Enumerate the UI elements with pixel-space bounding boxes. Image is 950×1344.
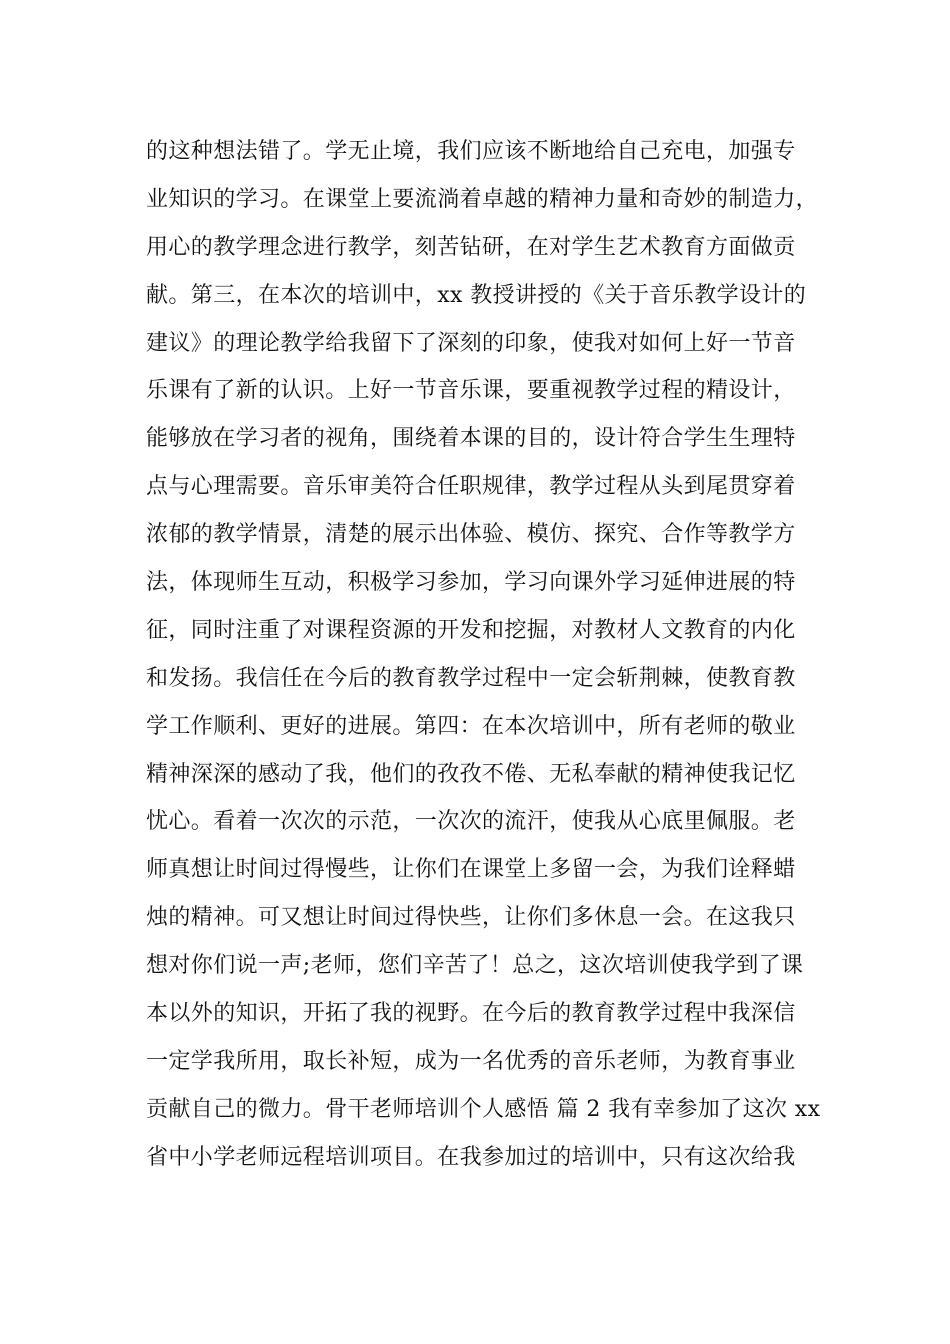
- text-line: 法，体现师生互动，积极学习参加，学习向课外学习延伸进展的特: [146, 570, 796, 596]
- text-line: 省中小学老师远程培训项目。在我参加过的培训中，只有这次给我: [146, 1144, 796, 1170]
- text-line: 本以外的知识，开拓了我的视野。在今后的教育教学过程中我深信: [146, 1001, 796, 1027]
- body-text: [146, 128, 826, 1182]
- text-line: 能够放在学习者的视角，围绕着本课的目的，设计符合学生生理特: [146, 426, 796, 452]
- text-line: 业知识的学习。在课堂上要流淌着卓越的精神力量和奇妙的制造力，: [146, 186, 819, 212]
- text-line: 想对你们说一声;老师，您们辛苦了！总之，这次培训使我学到了课: [146, 953, 804, 979]
- text-line: 学工作顺利、更好的进展。第四：在本次培训中，所有老师的敬业: [146, 713, 796, 739]
- text-line: 贡献自己的微力。骨干老师培训个人感悟 篇 2 我有幸参加了这次 xx: [146, 1096, 821, 1122]
- text-line: 征，同时注重了对课程资源的开发和挖掘，对教材人文教育的内化: [146, 617, 796, 643]
- text-line: 乐课有了新的认识。上好一节音乐课，要重视教学过程的精设计，: [146, 378, 796, 404]
- text-line: 一定学我所用，取长补短，成为一名优秀的音乐老师，为教育事业: [146, 1048, 796, 1074]
- text-line: 浓郁的教学情景，清楚的展示出体验、模仿、探究、合作等教学方: [146, 522, 796, 548]
- text-line: 忧心。看着一次次的示范，一次次的流汗，使我从心底里佩服。老: [146, 809, 796, 835]
- text-line: 精神深深的感动了我，他们的孜孜不倦、无私奉献的精神使我记忆: [146, 761, 796, 787]
- text-line: 建议》的理论教学给我留下了深刻的印象，使我对如何上好一节音: [146, 330, 796, 356]
- text-line: 献。第三，在本次的培训中，xx 教授讲授的《关于音乐教学设计的: [146, 282, 807, 308]
- text-line: 的这种想法错了。学无止境，我们应该不断地给自己充电，加强专: [146, 139, 796, 164]
- text-line: 师真想让时间过得慢些，让你们在课堂上多留一会，为我们诠释蜡: [146, 857, 796, 883]
- text-line: 点与心理需要。音乐审美符合任职规律，教学过程从头到尾贯穿着: [146, 474, 796, 500]
- text-line: 和发扬。我信任在今后的教育教学过程中一定会斩荆棘，使教育教: [146, 665, 796, 691]
- text-line: 烛的精神。可又想让时间过得快些，让你们多休息一会。在这我只: [146, 905, 796, 931]
- text-line: 用心的教学理念进行教学，刻苦钻研，在对学生艺术教育方面做贡: [146, 234, 796, 260]
